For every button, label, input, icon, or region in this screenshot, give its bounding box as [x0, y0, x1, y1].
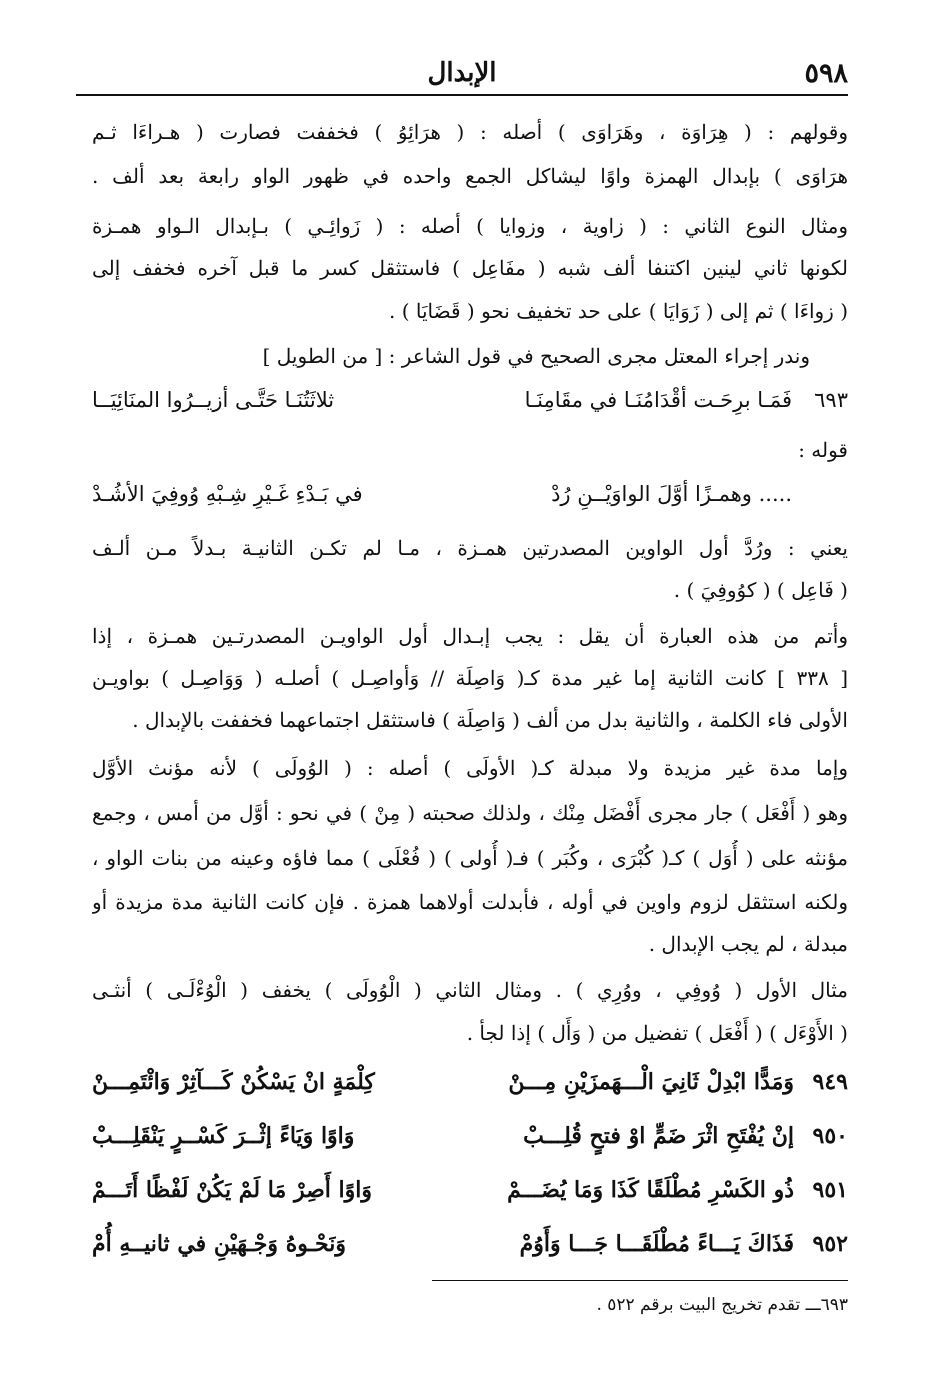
verse-first-hemistich: ..... وهمـزًا أوَّلَ الواوَيْــنِ رُدْ	[551, 482, 792, 506]
text-line: مبدلة ، لم يجب الإبدال .	[648, 932, 848, 956]
text-line: قوله :	[798, 438, 848, 462]
text-line: ولكنه استثقل لزوم واوين في أوله ، فأبدلت أولاهما همزة . فإن كانت الثانية مدة مزيدة أو	[92, 890, 848, 914]
verse-first-hemistich: إنْ يُفْتَحِ اثْرَ ضَمٍّ اوْ فتحٍ قُلِـــبْ	[523, 1123, 794, 1149]
text-line: يعني : ورُدَّ أول الواوين المصدرتين همـزة ، مـا لم تكـن الثانيـة بـدلاً مـن ألـف	[92, 536, 848, 560]
verse-second-hemistich: وَاوًا وَيَاءً إثْــرَ كَسْــرٍ يَنْقَلِـــبْ	[92, 1123, 355, 1149]
verse-first-hemistich: وَمَدًّا ابْدِلْ ثَانِيَ الْـــهَمزَيْنِ مِـــنْ	[508, 1069, 794, 1095]
verse-first-hemistich: فَمَـا برِحَـت أقْدَامُنَـا في مقَامِنَـا	[524, 388, 792, 412]
verse-number: ٩٥٠	[812, 1123, 848, 1149]
page-number: ٥٩٨	[804, 58, 848, 89]
text-line: وقولهم : ( هِرَاوَة ، وهَرَاوَى ) أصله : ( هرَائِوُ ) فخففت فصارت ( هـراءَا ثـم	[92, 120, 848, 144]
verse-quote	[92, 474, 848, 514]
text-line: ومثال النوع الثاني : ( زاوية ، وزوايا ) أصله : ( زَوائِـي ) بـإبدال الـواو همـزة	[92, 214, 848, 238]
verse-number: ٩٤٩	[812, 1069, 848, 1095]
verse-first-hemistich: فَذَاكَ يَـــاءً مُطْلَقَـــا جَـــا وَأَوُمْ	[519, 1231, 794, 1257]
poem-verse	[92, 1058, 848, 1106]
text-line: وأتم من هذه العبارة أن يقل : يجب إبـدال أول الواويـن المصدرتـين همـزة ، إذا	[92, 624, 848, 648]
text-line: ( فَاعِل ) ( كوُوفِيَ ) .	[673, 578, 848, 602]
text-line: وإما مدة غير مزيدة ولا مبدلة كـ( الأولَى ) أصله : ( الوُولَى ) لأنه مؤنث الأوَّل	[92, 756, 848, 780]
text-line: ( الأَوْءَل ) ( أَفْعَل ) تفضيل من ( وَأَل ) إذا لجأ .	[466, 1021, 848, 1045]
verse-second-hemistich: في بَـدْءِ غَـيْرِ شِـبْهِ وُوفِيَ الأشُـدْ	[92, 482, 363, 506]
footnote-rule	[432, 1280, 848, 1281]
poem-verse	[92, 1220, 848, 1268]
text-line: الأولى فاء الكلمة ، والثانية بدل من ألف ( وَاصِلَة ) فاستثقل اجتماعهما فخففت بالإبدال .	[132, 708, 848, 732]
verse-second-hemistich: وَنَحْـوهُ وَجْـهَيْنِ في ثانيــهِ أُمْ	[92, 1231, 346, 1257]
text-line: لكونها ثاني لينين اكتنفا ألف شبه ( مفَاعِل ) فاستثقل كسر ما قبل آخره فخفف إلى	[92, 256, 848, 280]
text-line: مؤنثه على ( أُوَل ) كـ( كُبْرَى ، وكُبَر ) فـ( أُولى ) ( فُعْلَى ) مما فاؤه وعينه من بنات الواو ،	[92, 846, 848, 870]
verse-second-hemistich: كِلْمَةٍ انْ يَسْكُنْ كَـــآثِرْ وَائْتَمِـــنْ	[92, 1069, 375, 1095]
text-line: وهو ( أَفْعَل ) جار مجرى أَفْضَل مِنْك ، ولذلك صحبته ( مِنْ ) في نحو : أوَّل من أمس ، وجمع	[92, 801, 848, 825]
text-line: وندر إجراء المعتل مجرى الصحيح في قول الشاعر : [ من الطويل ]	[262, 344, 810, 368]
poem-verse	[92, 1112, 848, 1160]
verse-second-hemistich: ثلاثَتُنَـا حَتَّـى أزيــرُوا المنَائِيَــا	[92, 388, 335, 412]
verse-number: ٩٥٢	[812, 1231, 848, 1257]
poem-verse	[92, 1166, 848, 1214]
verse-second-hemistich: وَاوًا أَصِرْ مَا لَمْ يَكُنْ لَفْظًا أَتَـــمْ	[92, 1177, 373, 1203]
verse-number: ٦٩٣	[814, 388, 848, 412]
text-line: هرَاوَى ) بإبدال الهمزة واوًا ليشاكل الجمع واحده في ظهور الواو رابعة بعد ألف .	[92, 164, 848, 188]
running-title: الإبدال	[427, 58, 497, 88]
verse-first-hemistich: ذُو الكَسْرِ مُطْلَقًا كَذَا وَمَا يُضَـــمْ	[507, 1177, 794, 1203]
footnote: ٦٩٣ـــ تقدم تخريج البيت برقم ٥٢٢ .	[596, 1295, 848, 1315]
verse-number: ٩٥١	[812, 1177, 848, 1203]
header-rule	[76, 94, 848, 96]
text-line: ( زواءَا ) ثم إلى ( زَوَايَا ) على حد تخفيف نحو ( قَضَايَا ) .	[389, 299, 848, 323]
text-line: [ ٣٣٨ ] كانت الثانية إما غير مدة كـ( وَاصِلَة // وَأواصِـل ) أصلـه ( وَوَاصِـل ) بواويـن	[92, 666, 848, 690]
page-header	[76, 56, 848, 96]
verse-693	[92, 380, 848, 420]
text-line: مثال الأول ( وُوفِي ، ووُرِي ) . ومثال الثاني ( الْوُولَى ) يخفف ( الْوُءْلَـى ) أنثـى	[92, 978, 848, 1002]
